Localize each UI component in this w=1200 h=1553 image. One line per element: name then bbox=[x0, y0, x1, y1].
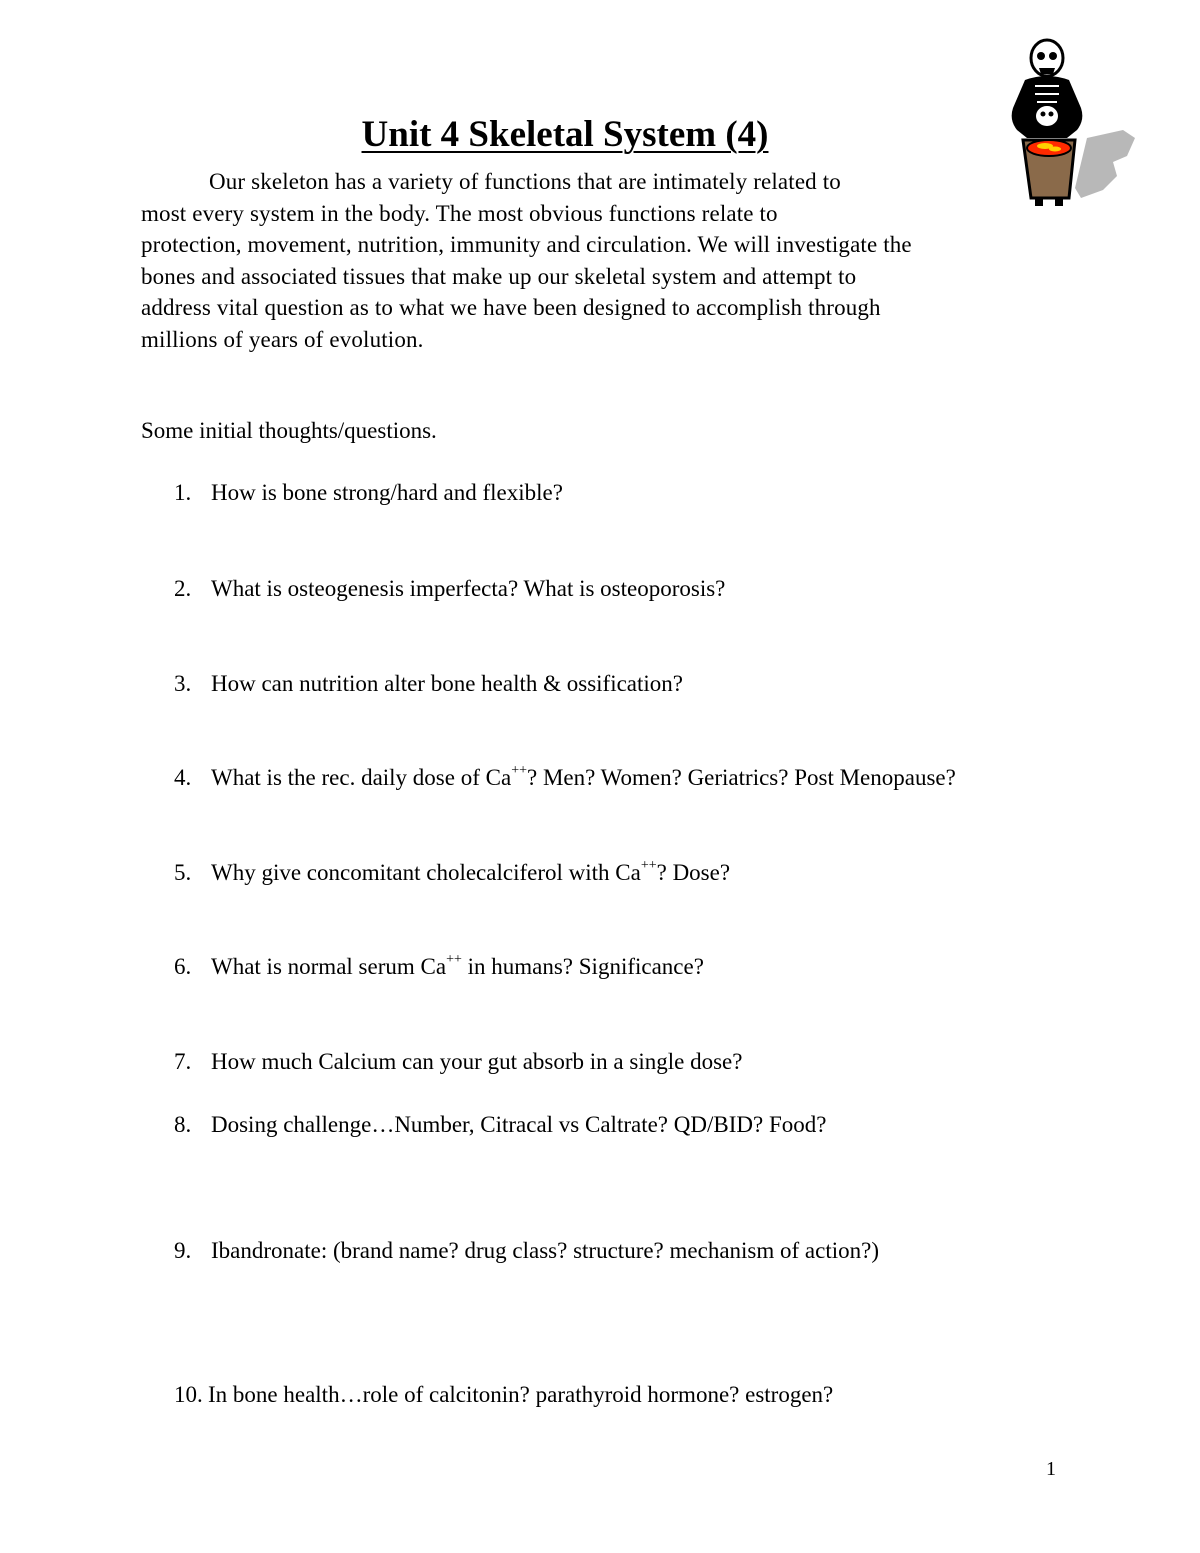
superscript: ++ bbox=[511, 763, 527, 779]
intro-line: bones and associated tissues that make up our skeletal system and attempt to bbox=[141, 263, 857, 289]
question-text-pre: What is the rec. daily dose of Ca bbox=[211, 765, 512, 790]
intro-paragraph bbox=[141, 166, 1081, 356]
intro-line: protection, movement, nutrition, immunity and circulation. We will investigate the bbox=[141, 232, 912, 258]
question-text: How can nutrition alter bone health & ossification? bbox=[211, 671, 684, 696]
question-text bbox=[211, 765, 956, 791]
question-text: Ibandronate: (brand name? drug class? structure? mechanism of action?) bbox=[211, 1238, 879, 1263]
question-number: 10. bbox=[174, 1382, 203, 1407]
question-number: 7. bbox=[174, 1049, 192, 1074]
question-text-post: ? Men? Women? Geriatrics? Post Menopause? bbox=[526, 765, 956, 790]
question-number: 3. bbox=[174, 671, 192, 696]
intro-line: most every system in the body. The most obvious functions relate to bbox=[141, 200, 778, 226]
question-number: 5. bbox=[174, 860, 192, 885]
question-text-pre: What is normal serum Ca bbox=[211, 954, 447, 979]
superscript: ++ bbox=[640, 858, 657, 874]
question-text bbox=[211, 954, 704, 980]
question-text: What is osteogenesis imperfecta? What is osteoporosis? bbox=[211, 576, 726, 601]
superscript: ++ bbox=[446, 952, 462, 968]
question-text-post: ? Dose? bbox=[656, 860, 731, 885]
page-title: Unit 4 Skeletal System (4) bbox=[361, 114, 769, 155]
intro-line: Our skeleton has a variety of functions that are intimately related to bbox=[209, 169, 841, 194]
question-number: 4. bbox=[174, 765, 192, 790]
intro-line: address vital question as to what we have been designed to accomplish through bbox=[141, 295, 881, 321]
page-number: 1 bbox=[1046, 1458, 1056, 1480]
question-text: How much Calcium can your gut absorb in a single dose? bbox=[211, 1049, 743, 1074]
question-text-post: in humans? Significance? bbox=[461, 954, 704, 979]
questions-heading: Some initial thoughts/questions. bbox=[141, 418, 437, 443]
question-text-pre: Why give concomitant cholecalciferol with Ca bbox=[211, 860, 641, 885]
question-number: 9. bbox=[174, 1238, 192, 1263]
question-text: How is bone strong/hard and flexible? bbox=[211, 480, 563, 505]
question-text bbox=[211, 860, 730, 886]
question-number: 2. bbox=[174, 576, 192, 601]
intro-line: millions of years of evolution. bbox=[141, 326, 424, 352]
question-text: Dosing challenge…Number, Citracal vs Caltrate? QD/BID? Food? bbox=[211, 1112, 827, 1137]
question-text: In bone health…role of calcitonin? parathyroid hormone? estrogen? bbox=[208, 1382, 834, 1407]
question-number: 1. bbox=[174, 480, 192, 505]
question-number: 8. bbox=[174, 1112, 192, 1137]
question-number: 6. bbox=[174, 954, 192, 979]
